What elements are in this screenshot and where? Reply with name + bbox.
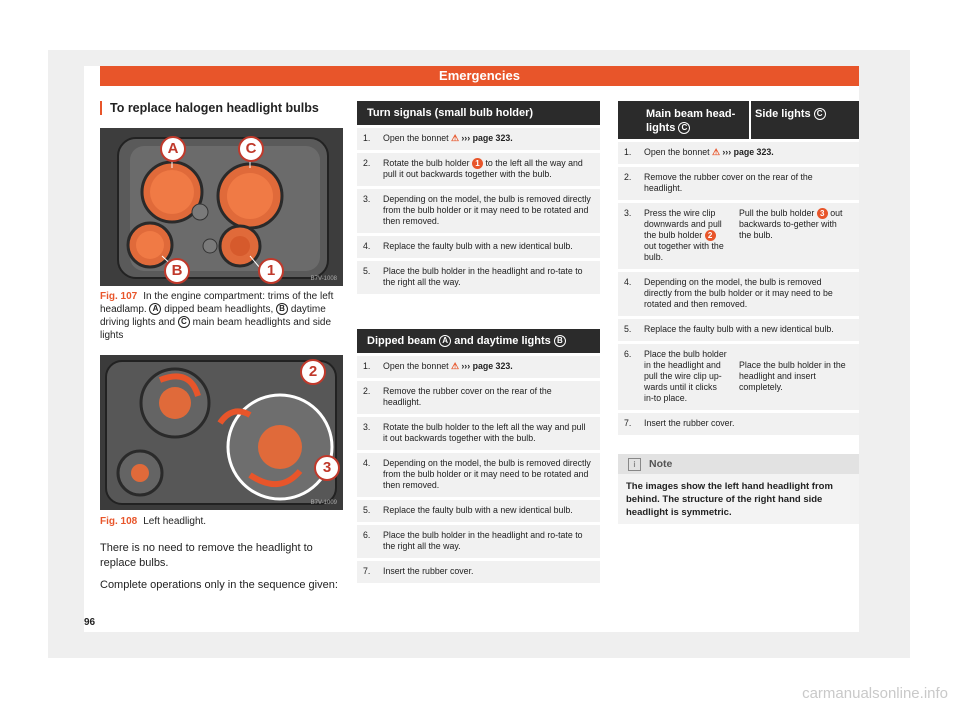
- callout-3: 3: [314, 455, 340, 481]
- table-row: 5. Replace the faulty bulb with a new identical bulb.: [618, 319, 859, 341]
- callout-2: 2: [300, 359, 326, 385]
- page-link[interactable]: ››› page 323.: [722, 147, 774, 157]
- table-row: 7. Insert the rubber cover.: [357, 561, 600, 583]
- table-row: 3. Press the wire clip downwards and pull the bulb holder 2 out together with the bulb. Pull the bulb holder 3 out backwards to-gether with the bulb.: [618, 203, 859, 269]
- dipped-beam-heading: Dipped beam A and daytime lights B: [357, 329, 600, 353]
- turn-signals-heading: Turn signals (small bulb holder): [357, 101, 600, 125]
- body-paragraph: There is no need to remove the headlight to replace bulbs.: [100, 542, 313, 569]
- ref-2: 2: [705, 230, 716, 241]
- note-header: i Note: [618, 454, 859, 474]
- figure-107-image: [100, 128, 343, 286]
- table-row: 2. Remove the rubber cover on the rear of the headlight.: [618, 167, 859, 200]
- ref-a: A: [149, 303, 161, 315]
- section-heading: To replace halogen headlight bulbs: [100, 101, 350, 115]
- table-row: 5. Replace the faulty bulb with a new identical bulb.: [357, 500, 600, 522]
- callout-c: C: [238, 136, 264, 162]
- ref-b: B: [554, 335, 566, 347]
- page-link[interactable]: ››› page 323.: [461, 133, 513, 143]
- table-row: 3. Depending on the model, the bulb is removed directly from the bulb holder or it may need to be rotated and then removed.: [357, 189, 600, 233]
- headlamp-trims-illustration: [100, 128, 343, 286]
- dipped-beam-steps: [357, 356, 600, 586]
- table-row: 1. Open the bonnet ⚠ ››› page 323.: [357, 356, 600, 378]
- figure-code: B7V-1009: [310, 500, 337, 506]
- bulb-table-header: [618, 101, 859, 139]
- table-row: 7. Insert the rubber cover.: [618, 413, 859, 435]
- main-beam-steps: [618, 142, 859, 438]
- ref-c: C: [814, 108, 826, 120]
- table-row: 4. Depending on the model, the bulb is removed directly from the bulb holder or it may need to be rotated and then removed.: [618, 272, 859, 316]
- table-row: 1. Open the bonnet ⚠ ››› page 323.: [618, 142, 859, 164]
- table-row: 5. Place the bulb holder in the headlight and ro-tate to the right all the way.: [357, 261, 600, 294]
- figure-107-caption: Fig. 107 In the engine compartment: trims of the left headlamp. A dipped beam headlights, B daytime driving lights and C main beam headlights and side lights: [100, 291, 334, 341]
- side-lights-column-header: Side lights C: [755, 107, 855, 121]
- note-text: The images show the left hand headlight from behind. The structure of the right hand side headlight is symmetric.: [626, 481, 833, 518]
- warning-icon: ⚠: [712, 147, 720, 157]
- warning-icon: ⚠: [451, 361, 459, 371]
- table-row: 1. Open the bonnet ⚠ ››› page 323.: [357, 128, 600, 150]
- table-row: 4. Depending on the model, the bulb is removed directly from the bulb holder or it may need to be rotated and then removed.: [357, 453, 600, 497]
- callout-a: A: [160, 136, 186, 162]
- info-icon: i: [628, 458, 641, 471]
- table-row: 6. Place the bulb holder in the headlight and ro-tate to the right all the way.: [357, 525, 600, 558]
- watermark: carmanualsonline.info: [802, 685, 948, 702]
- chapter-header: Emergencies: [100, 66, 859, 86]
- figure-label: Fig. 107: [100, 291, 138, 302]
- figure-108-image: [100, 355, 343, 510]
- table-row: 3. Rotate the bulb holder to the left all the way and pull it out backwards together with the bulb.: [357, 417, 600, 450]
- table-row: 4. Replace the faulty bulb with a new identical bulb.: [357, 236, 600, 258]
- ref-3: 3: [817, 208, 828, 219]
- page-link[interactable]: ››› page 323.: [461, 361, 513, 371]
- table-row: 6. Place the bulb holder in the headlight and pull the wire clip up-wards until it clicks in-to place. Place the bulb holder in the headlight and insert completely.: [618, 344, 859, 410]
- column-divider: [749, 101, 751, 139]
- table-row: 2. Rotate the bulb holder 1 to the left all the way and pull it out backwards together with the bulb.: [357, 153, 600, 186]
- ref-c: C: [178, 316, 190, 328]
- warning-icon: ⚠: [451, 133, 459, 143]
- ref-1: 1: [472, 158, 483, 169]
- page-number: 96: [84, 617, 96, 628]
- figure-label: Fig. 108: [100, 516, 138, 527]
- table-row: 2. Remove the rubber cover on the rear of the headlight.: [357, 381, 600, 414]
- turn-signals-steps: [357, 128, 600, 297]
- ref-b: B: [276, 303, 288, 315]
- ref-c: C: [678, 122, 690, 134]
- callout-b: B: [164, 258, 190, 284]
- figure-code: B7V-1008: [310, 276, 337, 282]
- body-paragraph: Complete operations only in the sequence given:: [100, 579, 338, 591]
- ref-a: A: [439, 335, 451, 347]
- callout-1: 1: [258, 258, 284, 284]
- figure-108-caption: Fig. 108 Left headlight.: [100, 516, 207, 527]
- main-beam-column-header: Main beam head-lights C: [646, 108, 736, 134]
